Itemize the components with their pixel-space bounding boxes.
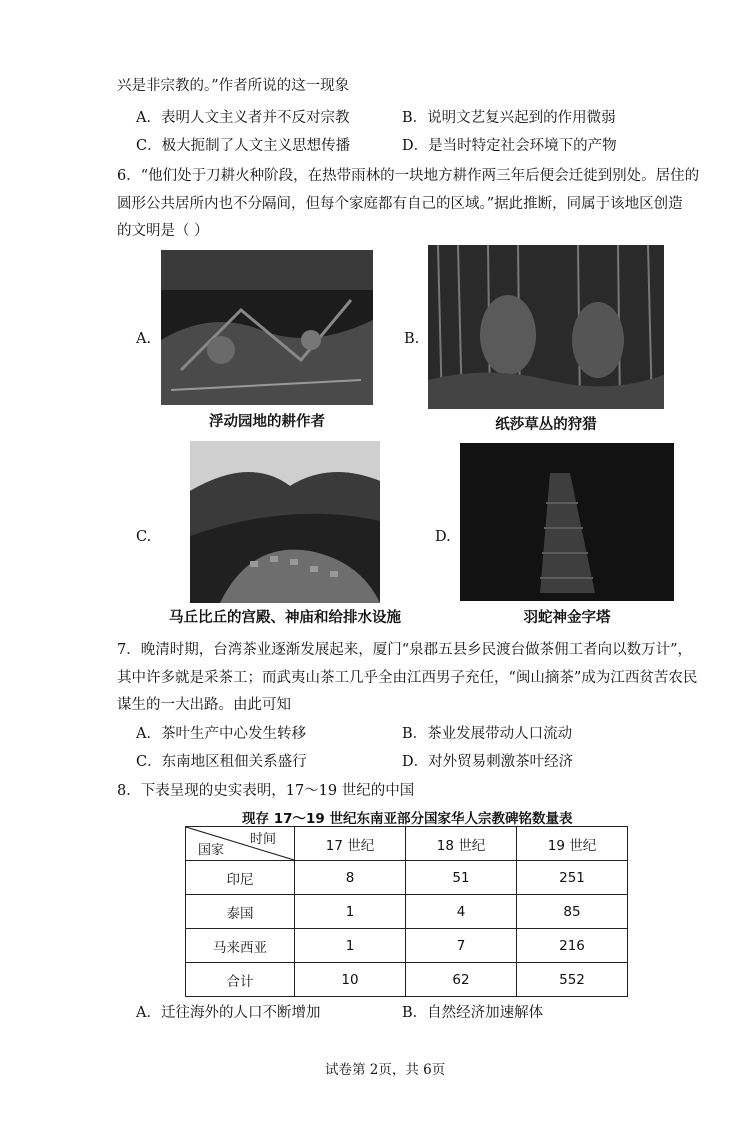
table-row [186,963,628,997]
header-time: 时间 [249,832,276,847]
header-country: 国家 [198,843,225,858]
cell-value: 85 [517,895,628,929]
q7-option-c[interactable]: C．东南地区租佃关系盛行 [136,754,307,770]
table-row [186,861,628,895]
q6-choice-c-letter[interactable]: C. [136,529,152,545]
q8-table-title: 现存 17～19 世纪东南亚部分国家华人宗教碑铭数量表 [242,811,573,827]
q6-choice-d-caption: 羽蛇神金字塔 [523,609,611,626]
q5-option-c[interactable]: C．极大扼制了人文主义思想传播 [136,138,351,154]
q7-option-a[interactable]: A．茶叶生产中心发生转移 [136,726,306,742]
q6-choice-a-caption: 浮动园地的耕作者 [209,413,325,430]
cell-value: 1 [295,895,406,929]
q6-choice-c-caption: 马丘比丘的宫殿、神庙和给排水设施 [169,609,401,626]
q7-stem-line-3: 谋生的一大出路。由此可知 [117,697,291,713]
cell-value: 7 [406,929,517,963]
q6-choice-c-image[interactable] [190,441,380,603]
q7-option-b[interactable]: B．茶业发展带动人口流动 [402,726,573,742]
column-header: 18 世纪 [406,827,517,861]
q6-stem-line-3: 的文明是（ ） [117,223,209,239]
table-row [186,895,628,929]
cell-value: 62 [406,963,517,997]
cell-value: 51 [406,861,517,895]
q6-stem-line-1: 6．“他们处于刀耕火种阶段，在热带雨林的一块地方耕作两三年后便会迁徙到别处。居住的 [117,168,700,184]
q6-choice-a-image[interactable] [161,250,373,405]
q6-choice-d-image[interactable] [460,443,674,601]
cell-value: 1 [295,929,406,963]
table-corner-header [186,827,295,861]
q5-option-d[interactable]: D．是当时特定社会环境下的产物 [402,138,617,154]
cell-value: 552 [517,963,628,997]
q8-option-b[interactable]: B．自然经济加速解体 [402,1005,544,1021]
cell-value: 251 [517,861,628,895]
q6-choice-b-image[interactable] [428,245,664,409]
row-country: 合计 [186,963,295,997]
cell-value: 4 [406,895,517,929]
row-country: 马来西亚 [186,929,295,963]
q7-stem-line-1: 7．晚清时期，台湾茶业逐渐发展起来，厦门“泉郡五县乡民渡台做茶佣工者向以数万计”， [117,642,693,658]
cell-value: 216 [517,929,628,963]
q5-option-a[interactable]: A．表明人文主义者并不反对宗教 [136,110,350,126]
cell-value: 8 [295,861,406,895]
q8-option-a[interactable]: A．迁往海外的人口不断增加 [136,1005,321,1021]
column-header: 17 世纪 [295,827,406,861]
row-country: 泰国 [186,895,295,929]
q6-choice-d-letter[interactable]: D. [435,529,451,545]
row-country: 印尼 [186,861,295,895]
q6-choice-b-letter[interactable]: B. [404,331,420,347]
q6-choice-a-letter[interactable]: A. [136,331,152,347]
table-row [186,929,628,963]
cell-value: 10 [295,963,406,997]
q8-stem: 8．下表呈现的史实表明，17～19 世纪的中国 [117,783,415,799]
q8-table [185,826,628,997]
q5-stem-tail: 兴是非宗教的。”作者所说的这一现象 [117,78,350,94]
q7-option-d[interactable]: D．对外贸易刺激茶叶经济 [402,754,574,770]
q6-stem-line-2: 圆形公共居所内也不分隔间，但每个家庭都有自己的区域。”据此推断，同属于该地区创造 [117,196,683,212]
column-header: 19 世纪 [517,827,628,861]
q7-stem-line-2: 其中许多就是采茶工；而武夷山茶工几乎全由江西男子充任，“闽山摘茶”成为江西贫苦农民 [117,670,698,686]
page-footer: 试卷第 2页，共 6页 [325,1062,446,1078]
q5-option-b[interactable]: B．说明文艺复兴起到的作用微弱 [402,110,616,126]
q6-choice-b-caption: 纸莎草丛的狩猎 [495,416,597,433]
